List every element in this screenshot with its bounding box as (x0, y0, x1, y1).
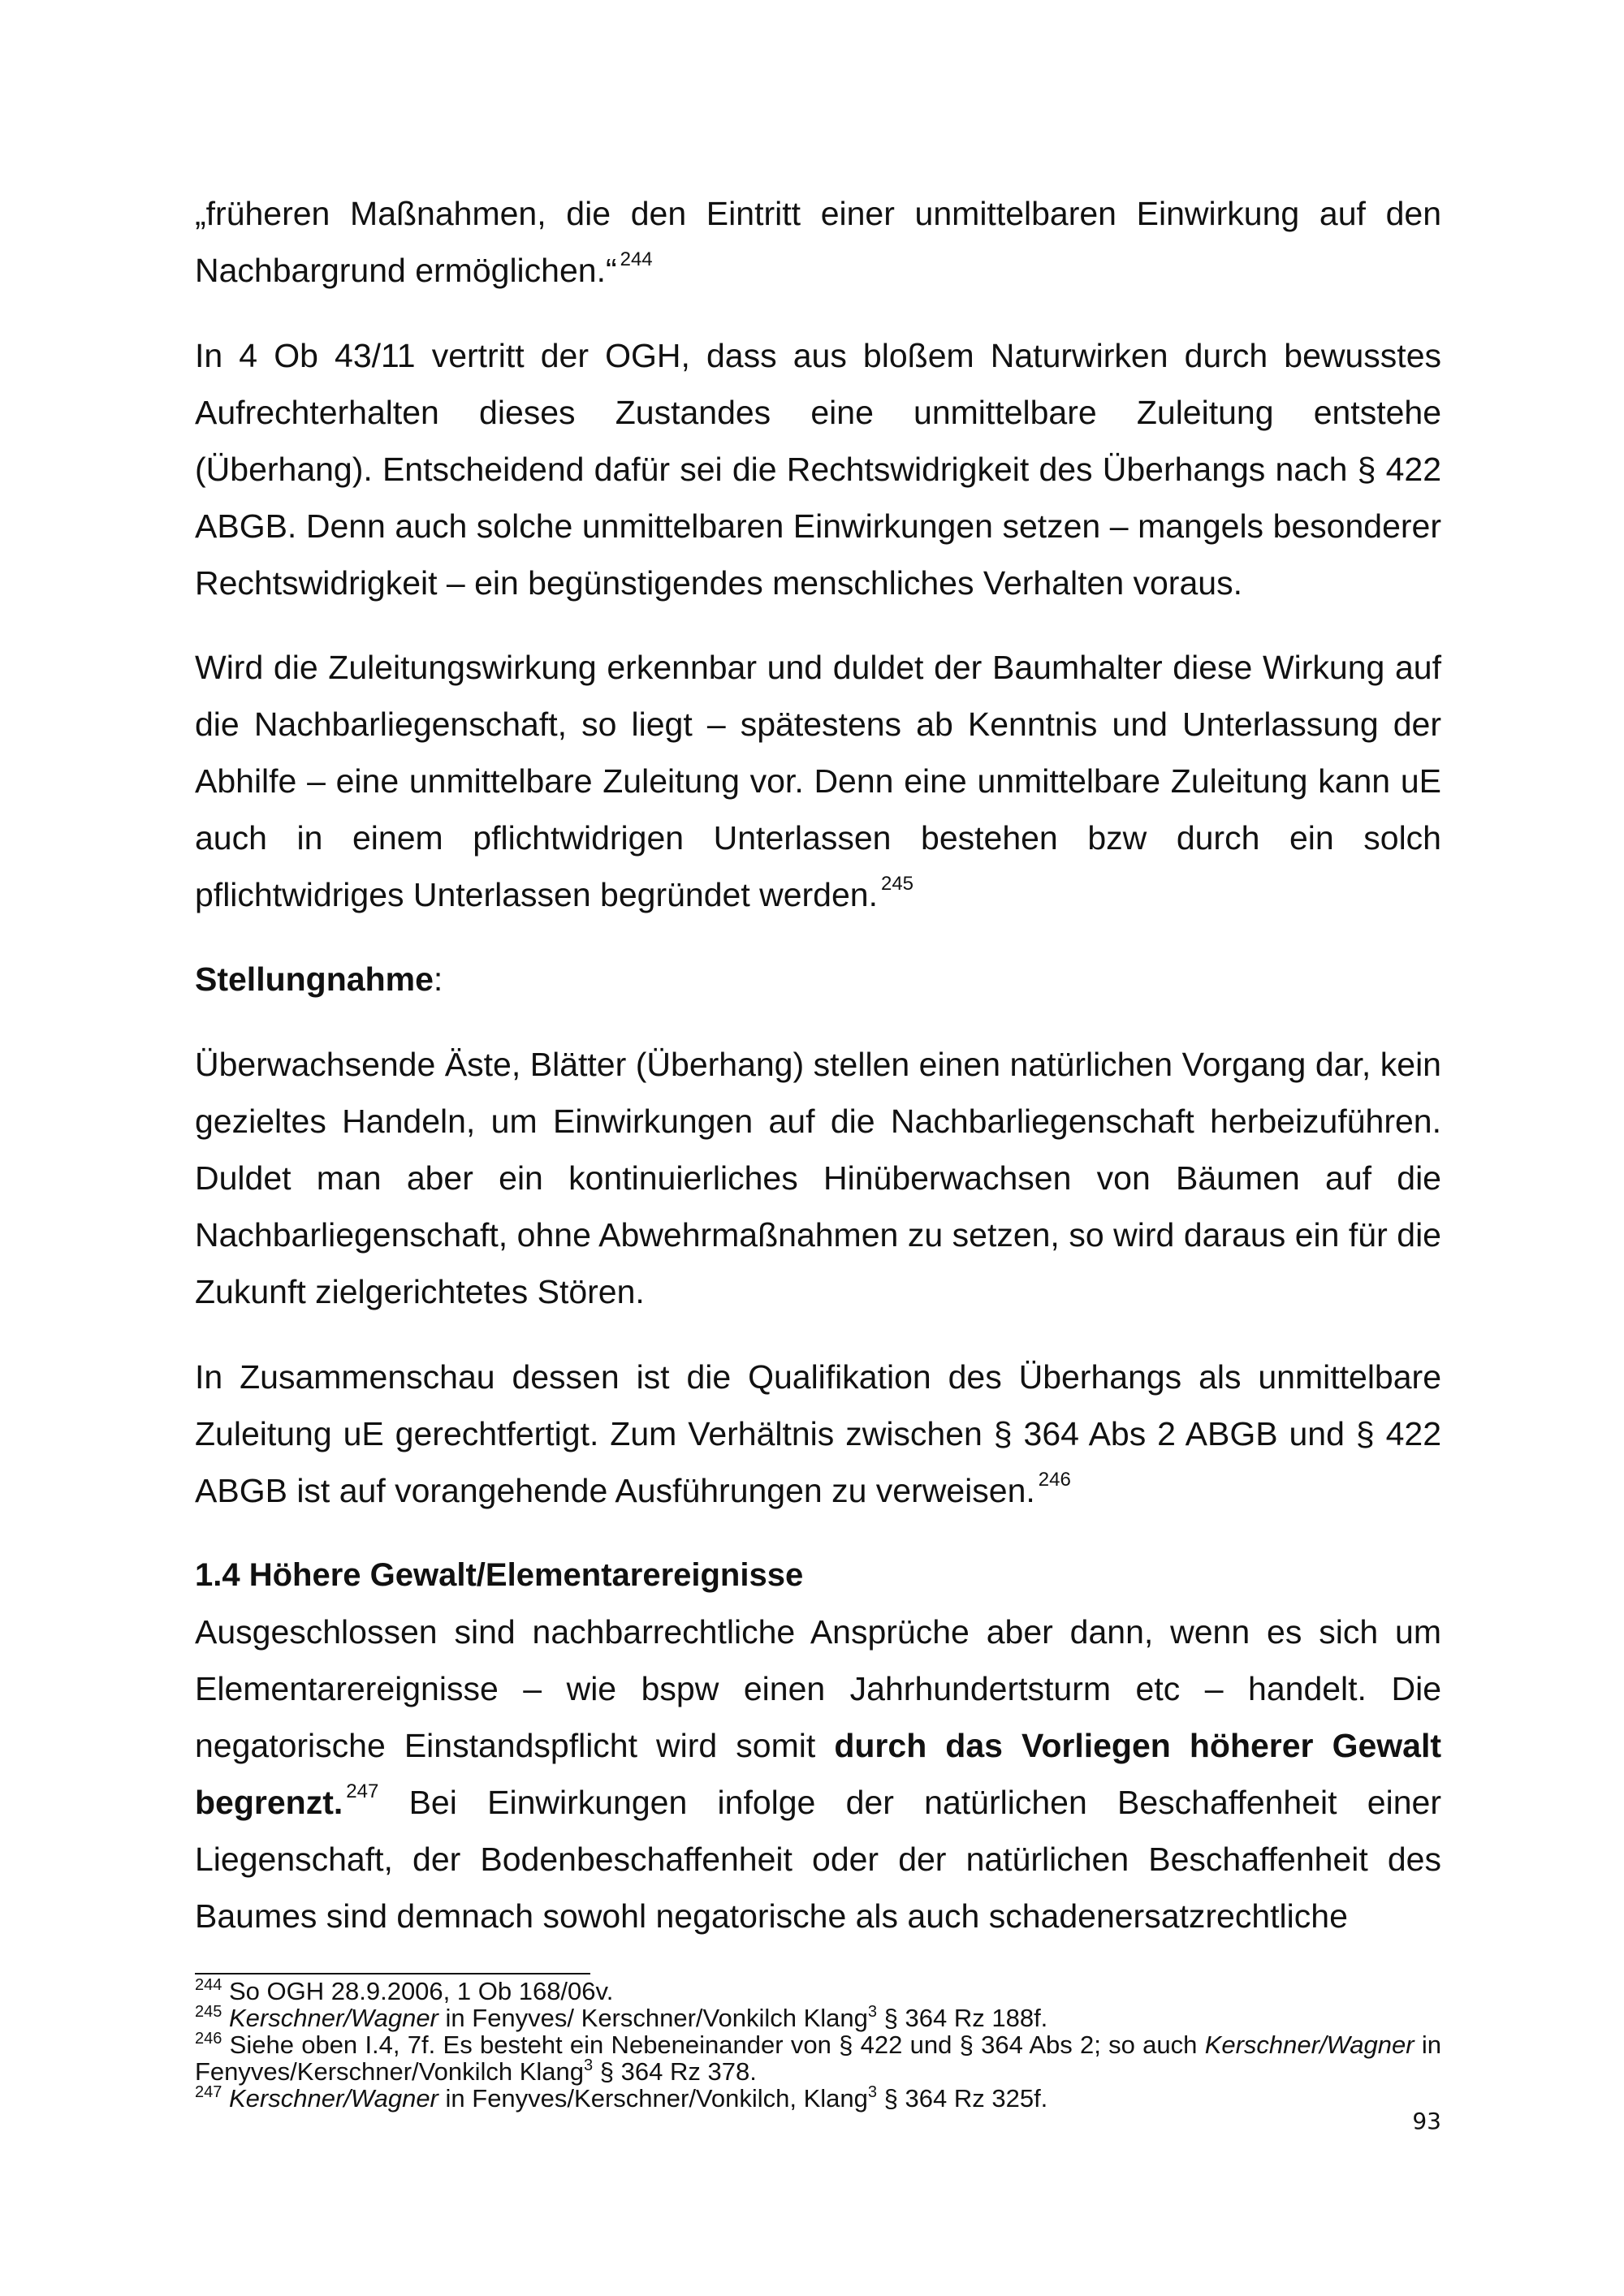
paragraph-quote (195, 185, 1441, 299)
page-number: 93 (1412, 2108, 1441, 2134)
footnote-text: in Fenyves/Kerschner/Vonkilch, Klang (445, 2084, 868, 2113)
footnote-tail: § 364 Rz 325f. (883, 2084, 1048, 2113)
stellungnahme-colon: : (433, 960, 443, 998)
edition-superscript: 3 (867, 2083, 878, 2101)
edition-superscript: 3 (584, 2056, 594, 2074)
footnote-246 (195, 2031, 1441, 2085)
footnote-number: 247 (195, 2083, 222, 2101)
footnote-number: 245 (195, 2003, 222, 2021)
footnote-separator (195, 1973, 590, 1974)
footnote-245 (195, 2005, 1441, 2031)
paragraph-text: In Zusammenschau dessen ist die Qualifikation des Überhangs als unmittelbare Zuleitung uE gerechtfertigt. Zum Verhältnis zwischen § 364 Abs 2 ABGB und § 422 ABGB ist auf vorangehende Ausführungen zu verweisen. (195, 1358, 1441, 1509)
footnote-author: Kerschner/Wagner (229, 2004, 438, 2032)
footnote-text: in Fenyves/ Kerschner/Vonkilch Klang (445, 2004, 868, 2032)
paragraph-ueberwachsende: Überwachsende Äste, Blätter (Überhang) stellen einen natürlichen Vorgang dar, kein gezieltes Handeln, um Einwirkungen auf die Nachbarliegenschaft herbeizuführen. Duldet man aber ein kontinuierliches Hinüberwachsen von Bäumen auf die Nachbarliegenschaft, ohne Abwehrmaßnahmen zu setzen, so wird daraus ein für die Zukunft zielgerichtetes Stören. (195, 1046, 1441, 1310)
footnote-text-continued: in Fenyves/Kerschner/Vonkilch Klang (195, 2031, 1441, 2086)
paragraph-text: Wird die Zuleitungswirkung erkennbar und duldet der Baumhalter diese Wirkung auf die Nachbarliegenschaft, so liegt – spätestens ab Kenntnis und Unterlassung der Abhilfe – eine unmittelbare Zuleitung vor. Denn eine unmittelbare Zuleitung kann uE auch in einem pflichtwidrigen Unterlassen bestehen bzw durch ein solch pflichtwidriges Unterlassen begründet werden. (195, 649, 1441, 913)
stellungnahme-label (195, 951, 1441, 1008)
paragraph-text: Ausgeschlossen sind nachbarrechtliche Ansprüche aber dann, wenn es sich um Elementarereignisse – wie bspw einen Jahrhundertsturm etc – handelt. Die negatorische Einstandspflicht wird somit (195, 1613, 1441, 1764)
footnote-author: Kerschner/Wagner (1204, 2031, 1415, 2059)
paragraph-zusammenschau (195, 1349, 1441, 1519)
footnote-author: Kerschner/Wagner (229, 2084, 438, 2113)
footnote-ref-245: 245 (880, 873, 914, 895)
section-heading: 1.4 Höhere Gewalt/Elementarereignisse (195, 1557, 804, 1593)
stellungnahme-bold: Stellungnahme (195, 960, 434, 998)
paragraph-hoehere-gewalt (195, 1603, 1441, 1944)
bold-phrase: durch das Vorliegen höherer Gewalt begrenzt. (195, 1727, 1442, 1821)
footnote-ref-246: 246 (1038, 1469, 1071, 1491)
footnotes (195, 1978, 1441, 2112)
footnote-244 (195, 1978, 1441, 2005)
footnote-tail: § 364 Rz 188f. (883, 2004, 1048, 2032)
paragraph-ogh: In 4 Ob 43/11 vertritt der OGH, dass aus bloßem Naturwirken durch bewusstes Aufrechterhalten dieses Zustandes eine unmittelbare Zuleitung entstehe (Überhang). Entscheidend dafür sei die Rechtswidrigkeit des Überhangs nach § 422 ABGB. Denn auch solche unmittelbaren Einwirkungen setzen – mangels besonderer Rechtswidrigkeit – ein begünstigendes menschliches Verhalten voraus. (195, 337, 1441, 602)
paragraph-text-continued: Bei Einwirkungen infolge der natürlichen Beschaffenheit einer Liegenschaft, der Bodenbeschaffenheit oder der natürlichen Beschaffenheit des Baumes sind demnach sowohl negatorische als auch schadenersatzrechtliche (195, 1784, 1441, 1935)
footnote-number: 244 (195, 1976, 222, 1994)
footnote-ref-247: 247 (346, 1780, 379, 1802)
footnote-tail: § 364 Rz 378. (599, 2057, 757, 2086)
paragraph-zuleitung (195, 639, 1441, 923)
footnote-text: So OGH 28.9.2006, 1 Ob 168/06v. (229, 1977, 614, 2005)
footnote-number: 246 (195, 2030, 222, 2048)
footnote-ref-244: 244 (620, 248, 653, 270)
edition-superscript: 3 (867, 2003, 878, 2021)
footnote-text: Siehe oben I.4, 7f. Es besteht ein Nebeneinander von § 422 und § 364 Abs 2; so auch (229, 2031, 1198, 2059)
paragraph-text: „früheren Maßnahmen, die den Eintritt einer unmittelbaren Einwirkung auf den Nachbargrund ermöglichen.“ (195, 195, 1441, 289)
footnote-247 (195, 2085, 1441, 2112)
